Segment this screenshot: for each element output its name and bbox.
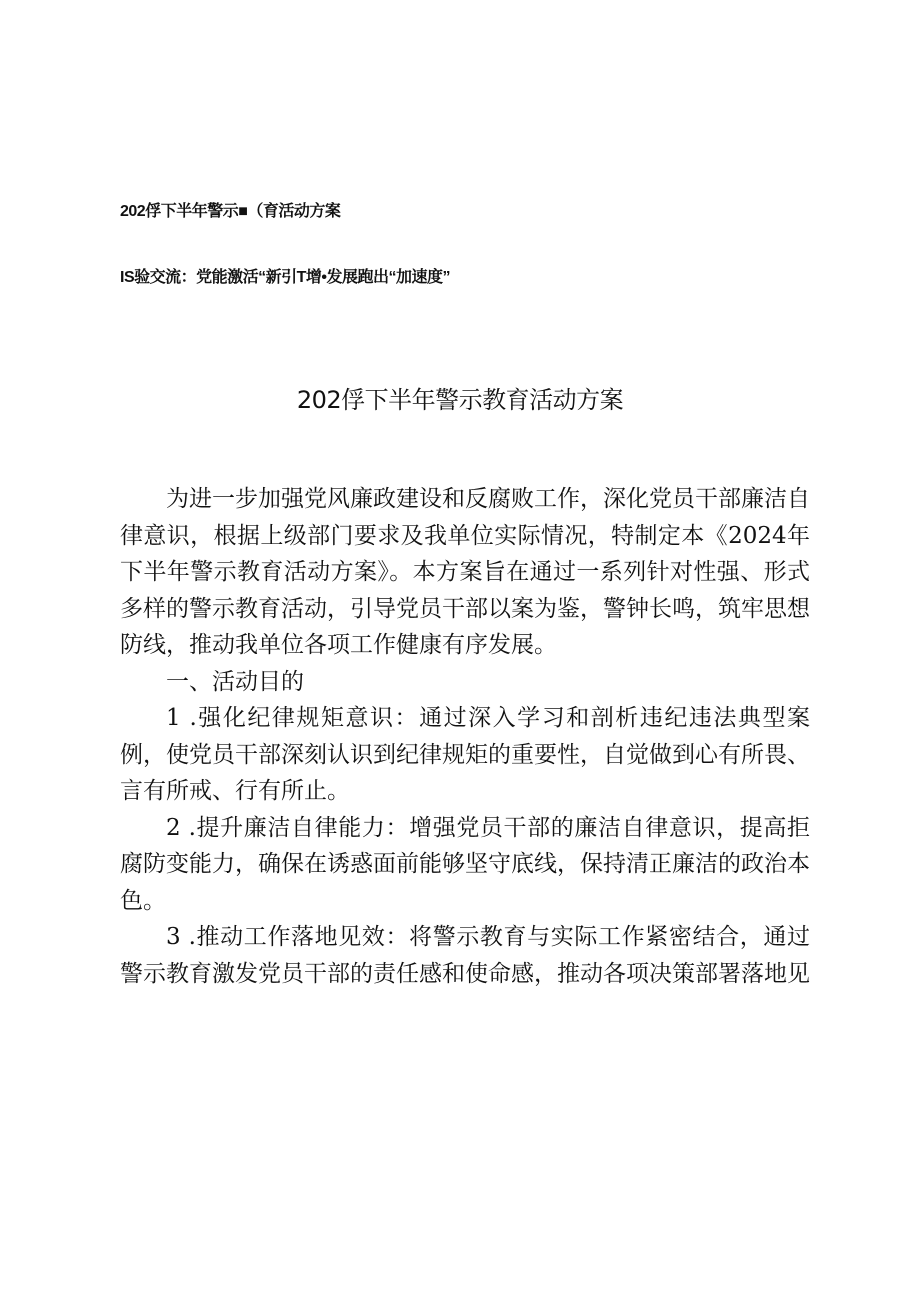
- document-body: [120, 481, 810, 992]
- purpose-item-2: 2 .提升廉洁自律能力：增强党员干部的廉洁自律意识，提高拒腐防变能力，确保在诱惑面前能够坚守底线，保持清正廉洁的政治本色。: [120, 814, 810, 914]
- header-subtitle-line: IS验交流：党能激活“新引T增•发展跑出“加速度”: [120, 269, 450, 286]
- document-title: 202俘下半年警示教育活动方案: [296, 386, 624, 414]
- purpose-item-3: 3 .推动工作落地见效：将警示教育与实际工作紧密结合，通过警示教育激发党员干部的责任感和使命感，推动各项决策部署落地见: [120, 924, 810, 987]
- intro-paragraph: 为进一步加强党风廉政建设和反腐败工作，深化党员干部廉洁自律意识，根据上级部门要求及我单位实际情况，特制定本《2024年下半年警示教育活动方案》。本方案旨在通过一系列针对性强、形式多样的警示教育活动，引导党员干部以案为鉴，警钟长鸣，筑牢思想防线，推动我单位各项工作健康有序发展。: [120, 486, 810, 658]
- section-heading-purpose: 一、活动目的: [166, 668, 304, 695]
- purpose-item-1: 1 .强化纪律规矩意识：通过深入学习和剖析违纪违法典型案例，使党员干部深刻认识到纪律规矩的重要性，自觉做到心有所畏、言有所戒、行有所止。: [120, 705, 810, 804]
- header-title-line: 202俘下半年警示■（育活动方案: [120, 203, 341, 220]
